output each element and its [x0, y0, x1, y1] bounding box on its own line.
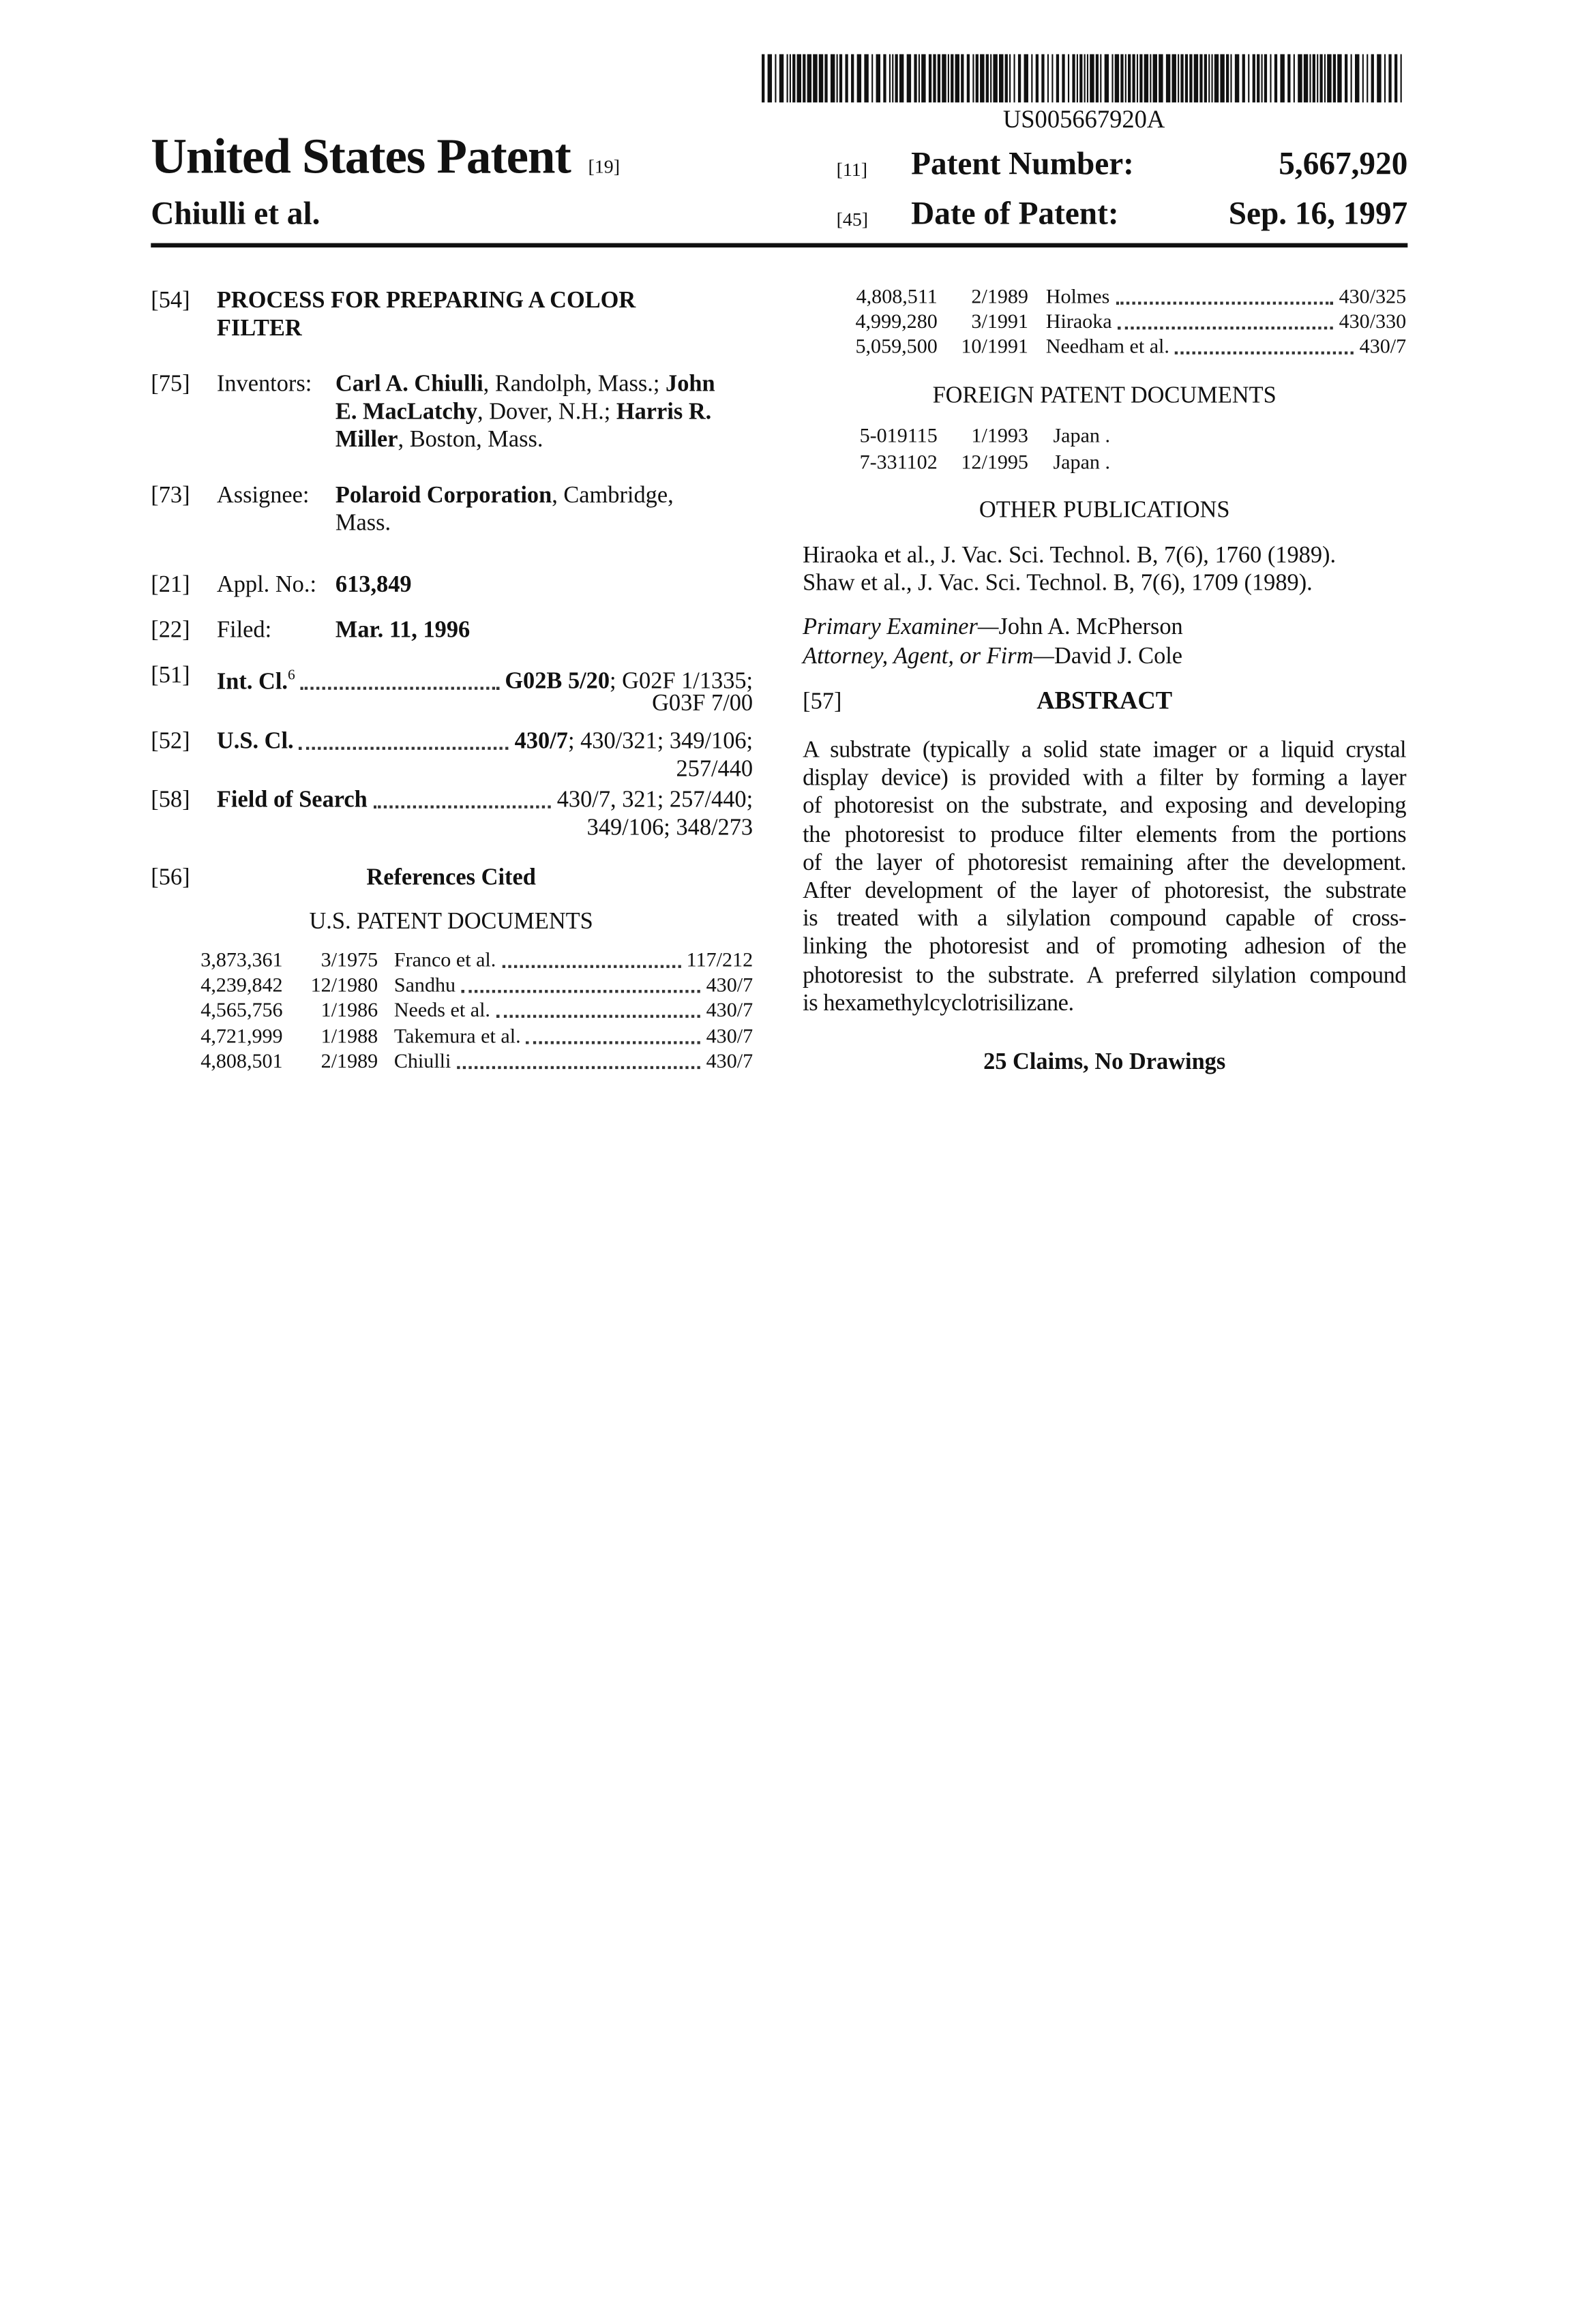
barcode-bar — [951, 54, 953, 102]
barcode-bar — [837, 54, 838, 102]
barcode-bar — [1041, 54, 1044, 102]
barcode-bar — [883, 54, 886, 102]
leader-dots — [373, 805, 551, 808]
date-code: [45] — [837, 205, 869, 233]
uscl-value-line: 257/440 — [439, 755, 753, 783]
leader-dots — [462, 991, 700, 993]
barcode-bar — [831, 54, 835, 102]
header-rule — [151, 243, 1407, 247]
barcode-bar — [1362, 54, 1364, 102]
filed-date: Mar. 11, 1996 — [335, 616, 470, 644]
barcode-bar — [1324, 54, 1326, 102]
barcode-bar — [1077, 54, 1078, 102]
barcode-bar — [813, 54, 817, 102]
patent-date: 1/1993 — [943, 425, 1028, 450]
barcode-bar — [933, 54, 936, 102]
document-title-line — [151, 129, 620, 187]
leader-dots — [526, 1040, 700, 1043]
barcode-bar — [790, 54, 791, 102]
barcode-bar — [1090, 54, 1094, 102]
fos-code: [58] — [151, 787, 190, 815]
attorney: Attorney, Agent, or Firm—David J. Cole — [803, 643, 1182, 671]
barcode-bar — [1280, 54, 1284, 102]
abstract-line: of photoresist on the substrate, and exposing and developing — [803, 793, 1406, 821]
barcode-bar — [1262, 54, 1263, 102]
barcode-bar — [895, 54, 897, 102]
barcode-bar — [1137, 54, 1138, 102]
barcode-bar — [942, 54, 946, 102]
primary-examiner: Primary Examiner—John A. McPherson — [803, 614, 1183, 642]
table-row — [0, 286, 1582, 311]
reference-entry — [394, 1050, 753, 1075]
appl-label: Appl. No.: — [217, 571, 316, 599]
abstract-line: is treated with a silylation compound capable of cross- — [803, 905, 1406, 933]
patent-name: Needham et al. — [1046, 336, 1169, 361]
barcode-bar — [1345, 54, 1347, 102]
reference-entry — [394, 999, 753, 1025]
barcode-bar — [1087, 54, 1088, 102]
barcode-bar — [921, 54, 925, 102]
barcode-bar — [1337, 54, 1341, 102]
uscl-code: [52] — [151, 728, 190, 756]
patent-number: 5-019115 — [831, 425, 938, 450]
barcode-bar — [1185, 54, 1188, 102]
reference-entry — [394, 1025, 753, 1050]
inventors-label: Inventors: — [217, 370, 312, 398]
barcode-text: US005667920A — [938, 106, 1231, 134]
barcode-bar — [1120, 54, 1123, 102]
patent-country: Japan . — [1053, 425, 1110, 450]
patent-number-code: [11] — [837, 155, 868, 183]
barcode-bar — [803, 54, 805, 102]
barcode-bar — [1084, 54, 1086, 102]
barcode-bar — [1024, 54, 1028, 102]
inventors-code: [75] — [151, 370, 190, 398]
patent-name: Takemura et al. — [394, 1025, 521, 1050]
barcode-bar — [1128, 54, 1131, 102]
leader-dots — [299, 747, 509, 750]
barcode-bar — [1056, 54, 1059, 102]
assignee-label: Assignee: — [217, 482, 310, 510]
patent-number: 5,667,920 — [1201, 145, 1407, 183]
patent-country: Japan . — [1053, 451, 1110, 477]
appl-number: 613,849 — [335, 571, 412, 599]
patent-date: 2/1989 — [943, 286, 1028, 311]
barcode-bar — [999, 54, 1003, 102]
barcode-bar — [1371, 54, 1374, 102]
barcode-bar — [824, 54, 827, 102]
barcode-bar — [990, 54, 991, 102]
patent-name: Chiulli — [394, 1050, 451, 1075]
barcode-bar — [1013, 54, 1015, 102]
authors: Chiulli et al. — [151, 195, 320, 233]
barcode-bar — [1166, 54, 1170, 102]
leader-dots — [1116, 302, 1333, 305]
barcode-bar — [1062, 54, 1064, 102]
uscl-label: U.S. Cl. — [217, 728, 294, 756]
intcl-code: [51] — [151, 662, 190, 690]
title-field-code: [54] — [151, 287, 190, 315]
abstract-line: is hexamethylcyclotrisilizane. — [803, 990, 1406, 1018]
barcode-bar — [938, 54, 940, 102]
barcode-bar — [839, 54, 842, 102]
claims-summary: 25 Claims, No Drawings — [803, 1048, 1406, 1076]
abstract-line: A substrate (typically a solid state imager or a liquid crystal — [803, 736, 1406, 764]
barcode-bar — [1180, 54, 1183, 102]
barcode-bar — [1298, 54, 1302, 102]
barcode-bar — [1270, 54, 1271, 102]
fos-row — [217, 787, 753, 815]
abstract-line: of the layer of photoresist remaining after the development. — [803, 849, 1406, 877]
barcode-bar — [1199, 54, 1202, 102]
barcode-bar — [762, 54, 764, 102]
uscl-row — [217, 728, 753, 756]
barcode-bar — [955, 54, 959, 102]
abstract-line: display device) is provided with a filter by forming a layer — [803, 765, 1406, 793]
intcl-value-line: G03F 7/00 — [439, 690, 753, 718]
patent-class: 430/7 — [706, 974, 753, 999]
barcode-bar — [1248, 54, 1249, 102]
barcode-bar — [1139, 54, 1142, 102]
barcode-bar — [1204, 54, 1207, 102]
reference-entry — [394, 949, 753, 974]
barcode-bar — [845, 54, 848, 102]
reference-entry — [1046, 336, 1406, 361]
barcode-bar — [768, 54, 772, 102]
abstract-code: [57] — [803, 689, 841, 716]
barcode-bar — [1401, 54, 1402, 102]
fos-label: Field of Search — [217, 787, 368, 815]
barcode-bar — [1100, 54, 1101, 102]
barcode-bar — [1096, 54, 1099, 102]
patent-name: Sandhu — [394, 974, 456, 999]
patent-number-label: Patent Number: — [911, 145, 1134, 183]
barcode-bar — [1150, 54, 1151, 102]
barcode-bar — [1194, 54, 1198, 102]
barcode-bar — [1211, 54, 1212, 102]
barcode-bar — [1189, 54, 1192, 102]
abstract-line: After development of the layer of photoresist, the substrate — [803, 877, 1406, 905]
table-row — [0, 1025, 1582, 1050]
barcode-bar — [1367, 54, 1368, 102]
patent-name: Franco et al. — [394, 949, 496, 974]
barcode-bar — [819, 54, 823, 102]
leader-dots — [1176, 352, 1354, 354]
barcode-bar — [972, 54, 974, 102]
patent-date: 1/1988 — [288, 1025, 378, 1050]
leader-dots — [496, 1015, 700, 1018]
barcode-bar — [1159, 54, 1163, 102]
patent-class: 430/325 — [1339, 286, 1407, 311]
patent-number: 4,239,842 — [176, 974, 283, 999]
barcode-bar — [1214, 54, 1219, 102]
barcode-bar — [1018, 54, 1021, 102]
abstract-line: linking the photoresist and of promoting adhesion of the — [803, 933, 1406, 961]
barcode-bar — [1072, 54, 1075, 102]
patent-page — [0, 0, 1582, 2324]
patent-number: 3,873,361 — [176, 949, 283, 974]
barcode-bar — [1132, 54, 1135, 102]
barcode-bar — [876, 54, 880, 102]
table-row — [0, 451, 1582, 477]
appl-code: [21] — [151, 571, 190, 599]
patent-number: 4,999,280 — [831, 311, 938, 336]
barcode-bar — [1355, 54, 1359, 102]
foreign-docs-heading: FOREIGN PATENT DOCUMENTS — [803, 382, 1406, 410]
patent-date: Sep. 16, 1997 — [1171, 195, 1407, 233]
publication: Hiraoka et al., J. Vac. Sci. Technol. B, 7(6), 1760 (1989). — [803, 542, 1336, 570]
barcode-bar — [857, 54, 861, 102]
barcode-bar — [1287, 54, 1290, 102]
abstract-line: photoresist to the substrate. A preferred silylation compound — [803, 961, 1406, 989]
patent-number: 4,565,756 — [176, 999, 283, 1025]
barcode-bar — [1125, 54, 1126, 102]
table-row — [0, 425, 1582, 450]
publication: Shaw et al., J. Vac. Sci. Technol. B, 7(6), 1709 (1989). — [803, 570, 1313, 598]
barcode-bar — [1319, 54, 1322, 102]
barcode-bar — [1351, 54, 1352, 102]
barcode-bar — [1309, 54, 1311, 102]
patent-name: Needs et al. — [394, 999, 490, 1025]
patent-date: 10/1991 — [943, 336, 1028, 361]
barcode-bar — [980, 54, 984, 102]
patent-date: 2/1989 — [288, 1050, 378, 1075]
patent-number: 4,808,511 — [831, 286, 938, 311]
reference-entry — [1046, 311, 1406, 336]
patent-name: Hiraoka — [1046, 311, 1112, 336]
us-docs-heading: U.S. PATENT DOCUMENTS — [231, 908, 670, 936]
barcode-bar — [787, 54, 788, 102]
invention-title-line: PROCESS FOR PREPARING A COLOR — [217, 287, 636, 315]
barcode-bar — [1153, 54, 1157, 102]
table-row — [0, 1050, 1582, 1075]
barcode-bar — [948, 54, 949, 102]
abstract-line: the photoresist to produce filter elements from the portions — [803, 821, 1406, 849]
barcode-bar — [1235, 54, 1239, 102]
patent-number: 5,059,500 — [831, 336, 938, 361]
barcode-bar — [1144, 54, 1148, 102]
barcode-bar — [807, 54, 811, 102]
barcode-bar — [993, 54, 997, 102]
barcode-bar — [889, 54, 891, 102]
barcode-bar — [1226, 54, 1229, 102]
barcode-bar — [899, 54, 904, 102]
patent-date: 3/1991 — [943, 311, 1028, 336]
patent-date: 3/1975 — [288, 949, 378, 974]
leader-dots — [457, 1066, 700, 1068]
filed-code: [22] — [151, 616, 190, 644]
patent-date: 1/1986 — [288, 999, 378, 1025]
barcode-bar — [967, 54, 970, 102]
reference-entry — [394, 974, 753, 999]
assignee-line: Mass. — [335, 510, 391, 538]
uscl-value: 430/7; 430/321; 349/106; — [515, 728, 753, 756]
barcode-bar — [1031, 54, 1032, 102]
invention-title-line: FILTER — [217, 315, 302, 343]
barcode-bar — [929, 54, 931, 102]
barcode-bar — [1313, 54, 1315, 102]
patent-number: 7-331102 — [831, 451, 938, 477]
patent-class: 430/7 — [706, 999, 753, 1025]
abstract-heading: ABSTRACT — [958, 686, 1251, 714]
barcode — [762, 54, 1406, 102]
barcode-bar — [914, 54, 916, 102]
barcode-bar — [1274, 54, 1277, 102]
other-publications-heading: OTHER PUBLICATIONS — [803, 496, 1406, 524]
barcode-bar — [892, 54, 893, 102]
barcode-bar — [907, 54, 911, 102]
assignee: Polaroid Corporation, Cambridge, — [335, 482, 674, 510]
barcode-bar — [775, 54, 776, 102]
barcode-bar — [1068, 54, 1069, 102]
patent-class: 117/212 — [687, 949, 753, 974]
barcode-bar — [1377, 54, 1381, 102]
barcode-bar — [797, 54, 801, 102]
patent-class: 430/7 — [706, 1050, 753, 1075]
patent-date: 12/1980 — [288, 974, 378, 999]
barcode-bar — [1253, 54, 1255, 102]
barcode-bar — [1333, 54, 1336, 102]
barcode-bar — [919, 54, 920, 102]
title-code: [19] — [588, 152, 621, 180]
barcode-bar — [1230, 54, 1232, 102]
barcode-bar — [779, 54, 783, 102]
barcode-bar — [1178, 54, 1179, 102]
inventors-line: Miller, Boston, Mass. — [335, 426, 543, 454]
barcode-bar — [1208, 54, 1210, 102]
patent-date: 12/1995 — [943, 451, 1028, 477]
barcode-bar — [1171, 54, 1176, 102]
barcode-bar — [1257, 54, 1259, 102]
barcode-bar — [871, 54, 873, 102]
barcode-bar — [1079, 54, 1082, 102]
barcode-bar — [1036, 54, 1039, 102]
intcl-label: Int. Cl.6 — [217, 662, 295, 696]
barcode-bar — [976, 54, 979, 102]
barcode-bar — [1220, 54, 1224, 102]
inventors-line: Carl A. Chiulli, Randolph, Mass.; John — [335, 370, 715, 398]
patent-number: 4,808,501 — [176, 1050, 283, 1075]
barcode-bar — [1294, 54, 1295, 102]
barcode-bar — [1304, 54, 1308, 102]
fos-value: 430/7, 321; 257/440; — [557, 787, 753, 815]
patent-number: 4,721,999 — [176, 1025, 283, 1050]
barcode-bar — [1388, 54, 1391, 102]
assignee-code: [73] — [151, 482, 190, 510]
barcode-bar — [1264, 54, 1267, 102]
table-row — [0, 336, 1582, 361]
fos-value-line: 349/106; 348/273 — [439, 814, 753, 842]
document-title: United States Patent — [151, 129, 570, 187]
barcode-bar — [1051, 54, 1053, 102]
barcode-bar — [1394, 54, 1397, 102]
inventors-line: E. MacLatchy, Dover, N.H.; Harris R. — [335, 398, 711, 426]
intcl-value: G02B 5/20; G02F 1/1335; — [505, 668, 753, 696]
barcode-bar — [864, 54, 868, 102]
barcode-bar — [1317, 54, 1318, 102]
barcode-bar — [1327, 54, 1331, 102]
barcode-bar — [1009, 54, 1011, 102]
leader-dots — [502, 965, 681, 968]
patent-class: 430/7 — [706, 1025, 753, 1050]
table-row — [0, 311, 1582, 336]
patent-class: 430/7 — [1360, 336, 1407, 361]
barcode-bar — [961, 54, 964, 102]
barcode-bar — [986, 54, 989, 102]
references-heading: References Cited — [305, 864, 598, 892]
date-label: Date of Patent: — [911, 195, 1118, 233]
barcode-bar — [1111, 54, 1113, 102]
barcode-bar — [1242, 54, 1245, 102]
barcode-bar — [1105, 54, 1109, 102]
barcode-bar — [1047, 54, 1049, 102]
patent-name: Holmes — [1046, 286, 1110, 311]
filed-label: Filed: — [217, 616, 271, 644]
refs-code: [56] — [151, 864, 190, 892]
leader-dots — [1118, 327, 1333, 329]
reference-entry — [1046, 286, 1406, 311]
barcode-bar — [851, 54, 854, 102]
barcode-bar — [1384, 54, 1386, 102]
barcode-bar — [1115, 54, 1119, 102]
barcode-bar — [792, 54, 795, 102]
barcode-bar — [1005, 54, 1008, 102]
patent-class: 430/330 — [1339, 311, 1407, 336]
